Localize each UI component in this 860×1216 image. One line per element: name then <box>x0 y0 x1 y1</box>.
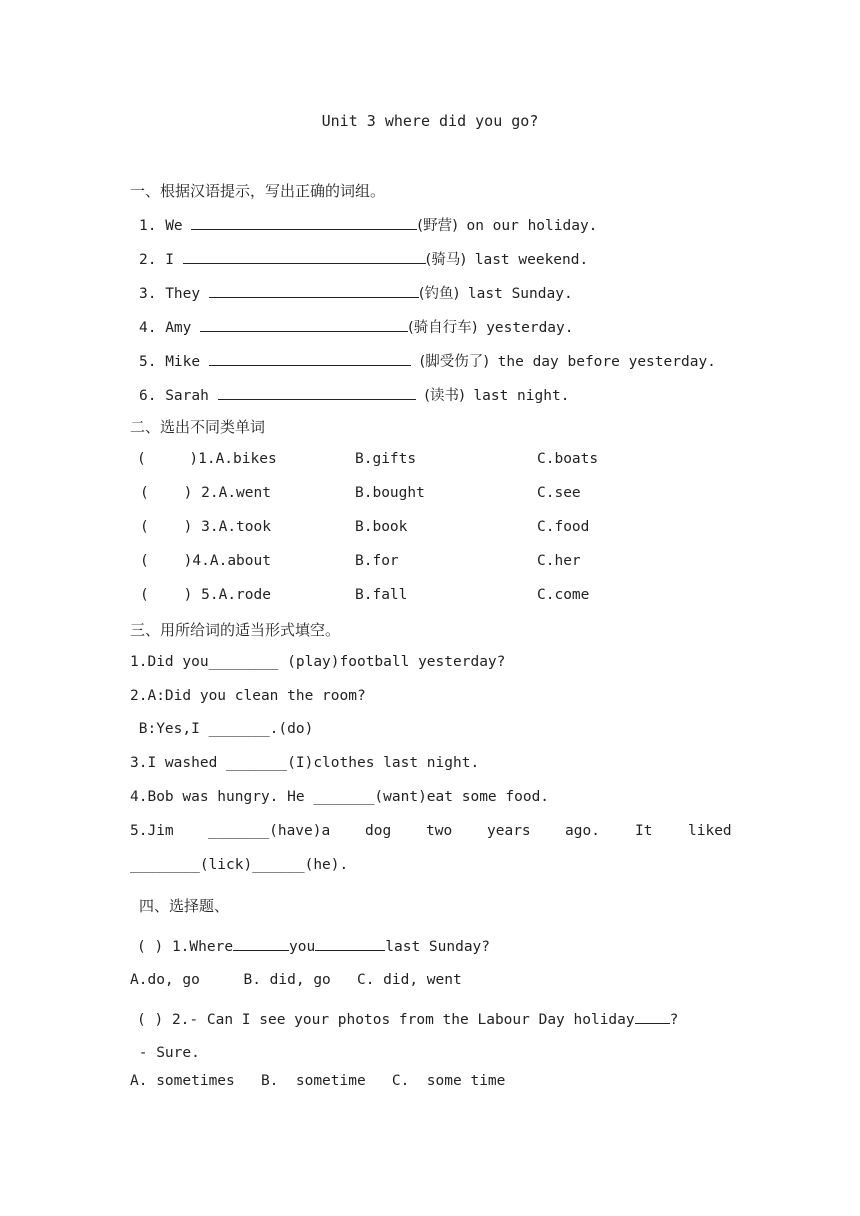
answer-blank[interactable] <box>218 385 416 400</box>
s1-item: 1. We (野营) on our holiday. <box>139 214 597 235</box>
answer-blank[interactable] <box>209 283 419 298</box>
answer-blank[interactable] <box>200 317 408 332</box>
section4-heading: 四、选择题、 <box>139 897 230 915</box>
s3-line: ________(lick)______(he). <box>130 857 349 873</box>
s3-line: 4.Bob was hungry. He _______(want)eat some food. <box>130 789 550 805</box>
section3-heading: 三、用所给词的适当形式填空。 <box>130 621 341 639</box>
s4-q2-reply: - Sure. <box>130 1045 200 1061</box>
s4-q1: ( ) 1.Where you last Sunday? <box>137 936 490 955</box>
s1-item: 3. They (钓鱼) last Sunday. <box>139 282 573 303</box>
s4-q2: ( ) 2.- Can I see your photos from the Labour Day holiday ? <box>137 1009 678 1028</box>
s3-line: 3.I washed _______(I)clothes last night. <box>130 755 480 771</box>
page-title: Unit 3 where did you go? <box>321 112 539 130</box>
answer-blank[interactable] <box>233 936 289 951</box>
s3-line: B:Yes,I _______.(do) <box>130 721 314 737</box>
answer-blank[interactable] <box>209 351 411 366</box>
s1-item: 2. I (骑马) last weekend. <box>139 248 588 269</box>
worksheet-page: Unit 3 where did you go? 一、根据汉语提示，写出正确的词组。 1. We (野营) on our holiday. 2. I (骑马) last weekend. 3. They (钓鱼) last Sunday. 4. Amy (骑自行车) yesterday. 5. Mike (脚受伤了) the day before yesterday. 6. Sarah (读书) last night. 二、选出不同类单词 ( )1.A.bikes B.gifts C.boats ( ) 2.A.went B.bought C.see ( ) 3.A.took B.book C.food ( )4.A.about B.for C.her ( ) 5.A.rode B.fall C.come 三、用所给词的适当形式填空。 1.Did you________ (play)football yesterday? 2.A:Did you clean the room? B:Yes,I _______.(do) 3.I washed _______(I)clothes last night. 4.Bob was hungry. He _______(want)eat some food. 5.Jim _______(have)a dog two years ago. It liked ________(lick)______(he). 四、选择题、 ( ) 1.Where you last Sunday? A.do, go B. did, go C. did, went ( ) 2.- Can I see your photos from the Labour Day holiday ? - Sure. A. sometimes B. sometime C. some time <box>0 0 860 1216</box>
answer-blank[interactable] <box>183 249 426 264</box>
section2-heading: 二、选出不同类单词 <box>130 418 266 436</box>
answer-blank[interactable] <box>191 215 417 230</box>
s3-line: 2.A:Did you clean the room? <box>130 688 366 704</box>
s1-item: 6. Sarah (读书) last night. <box>139 384 569 405</box>
answer-blank[interactable] <box>315 936 385 951</box>
answer-blank[interactable] <box>635 1009 670 1024</box>
s1-item: 4. Amy (骑自行车) yesterday. <box>139 316 574 337</box>
s4-q2-options: A. sometimes B. sometime C. some time <box>130 1073 506 1089</box>
section1-heading: 一、根据汉语提示，写出正确的词组。 <box>130 182 386 200</box>
s1-item: 5. Mike (脚受伤了) the day before yesterday. <box>139 350 716 371</box>
s4-q1-options: A.do, go B. did, go C. did, went <box>130 972 462 988</box>
s3-line: 1.Did you________ (play)football yesterday? <box>130 654 506 670</box>
